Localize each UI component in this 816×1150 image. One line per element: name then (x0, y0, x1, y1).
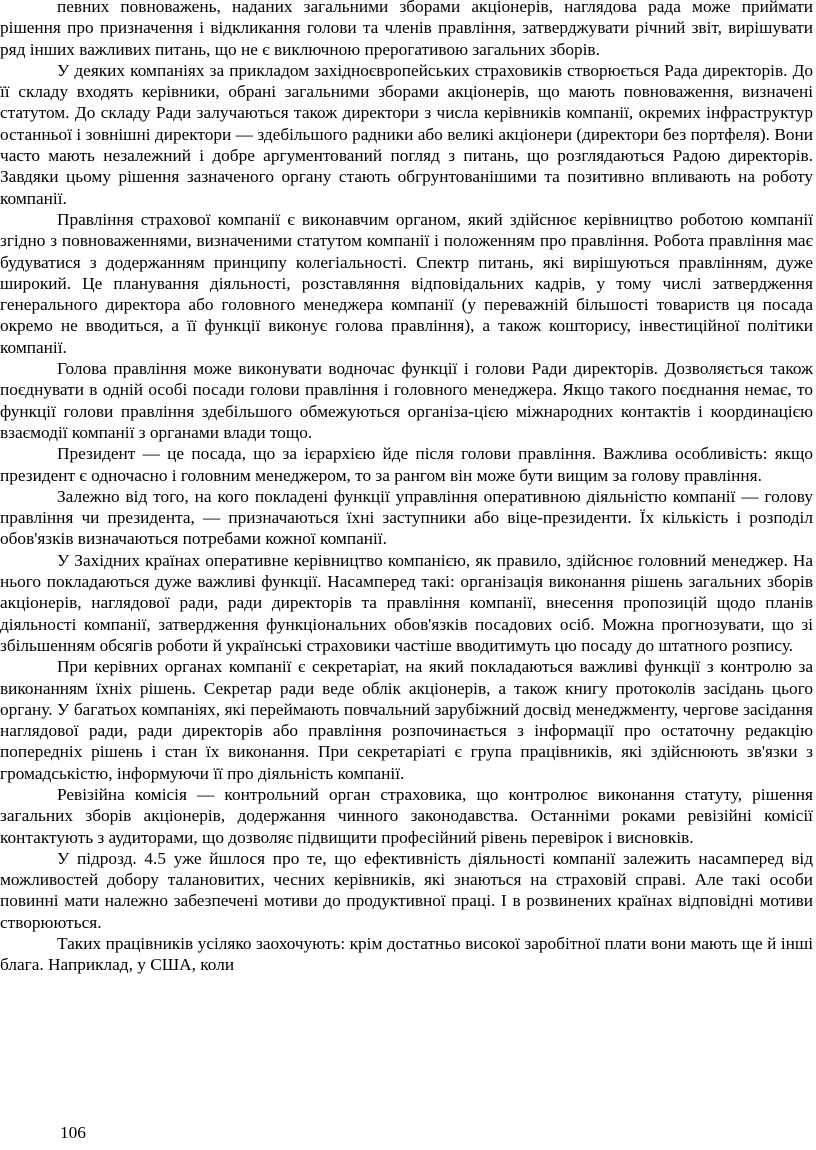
paragraph-continuation: певних повноважень, наданих загальними зборами акціонерів, наглядова рада може приймати рішення про призначення і відкликання голови та членів правління, затверджувати річний звіт, вирішувати ряд інших важливих питань, що не є виключною прерогативою загальних зборів. (0, 0, 813, 59)
paragraph-deputies: Залежно від того, на кого покладені функції управління оперативною діяльністю компанії — голову правління чи президента, — призначаються їхні заступники або віце-президенти. Їх кількість і розподіл обов'язків визначаються потребами кожної компанії. (0, 486, 813, 549)
paragraph-chief-manager: У Західних країнах оперативне керівництво компанією, як правило, здійснює головний менеджер. На нього покладаються дуже важливі функції. Насамперед такі: організація виконання рішень загальних зборів акціонерів, наглядової ради, ради директорів та правління компанії, внесення пропозицій щодо планів діяльності компанії, затвердження функціональних обов'язків посадових осіб. Можна прогнозувати, що зі збільшенням обсягів роботи й українські страховики частіше вводитимуть цю посаду до штатного розпису. (0, 550, 813, 655)
paragraph-management-board: Правління страхової компанії є виконавчим органом, який здійснює керівництво роботою компанії згідно з повноваженнями, визначеними статутом компанії і положенням про правління. Робота правління має будуватися з додержанням принципу колегіальності. Спектр питань, які вирішуються правлінням, дуже широкий. Це планування діяльності, розставляння відповідальних кадрів, у тому числі затвердження генерального директора або головного менеджера компанії (у переважній більшості товариств ця посада окремо не вводиться, а її функції виконує голова правління), а також кошторису, інвестиційної політики компанії. (0, 209, 813, 357)
page-number: 106 (60, 1123, 86, 1142)
paragraph-chairman: Голова правління може виконувати водночас функції і голови Ради директорів. Дозволяється також поєднувати в одній особі посади голови правління і головного менеджера. Якщо такого поєднання немає, то функції голови правління здебільшого обмежуються організа-цією міжнародних контактів і координацією взаємодії компанії з органами влади тощо. (0, 359, 813, 442)
paragraph-board-of-directors: У деяких компаніях за прикладом західноєвропейських страховиків створюється Рада директорів. До її складу входять керівники, обрані загальними зборами акціонерів, що мають повноваження, визначені статутом. До складу Ради залучаються також директори з числа керівників компанії, окремих інфраструктур останньої і зовнішні директори — здебільшого радники або великі акціонери (директори без портфеля). Вони часто мають незалежний і добре аргументований погляд з питань, що розглядаються Радою директорів. Завдяки цьому рішення зазначеного органу стають обгрунтованішими та позитивно впливають на роботу компанії. (0, 60, 813, 208)
paragraph-president: Президент — це посада, що за ієрархією йде після голови правління. Важлива особливість: якщо президент є одночасно і головним менеджером, то за рангом він може бути вищим за голову правління. (0, 444, 813, 485)
paragraph-incentives: Таких працівників усіляко заохочують: крім достатньо високої заробітної плати вони мають ще й інші блага. Наприклад, у США, коли (0, 934, 813, 975)
paragraph-motivation: У підрозд. 4.5 уже йшлося про те, що ефективність діяльності компанії залежить насамперед від можливостей добору талановитих, чесних керівників, які знаються на страховій справі. Але такі особи повинні мати належно забезпечені мотиви до продуктивної праці. І в розвинених країнах відповідні мотиви створюються. (0, 848, 813, 932)
paragraph-audit-commission: Ревізійна комісія — контрольний орган страховика, що контролює виконання статуту, рішення загальних зборів акціонерів, додержання чинного законодавства. Останніми роками ревізійні комісії контактують з аудиторами, що дозволяє підвищити професійний рівень перевірок і висновків. (0, 784, 813, 847)
paragraph-secretariat: При керівних органах компанії є секретаріат, на який покладаються важливі функції з контролю за виконанням їхніх рішень. Секретар ради веде облік акціонерів, а також книгу протоколів засідань цього органу. У багатьох компаніях, які переймають повчальний зарубіжний досвід менеджменту, чергове засідання наглядової ради, ради директорів або правління розпочинається з інформації про остаточну редакцію попередніх рішень і стан їх виконання. При секретаріаті є група працівників, які здійснюють зв'язки з громадськістю, інформуючи її про діяльність компанії. (0, 657, 813, 783)
